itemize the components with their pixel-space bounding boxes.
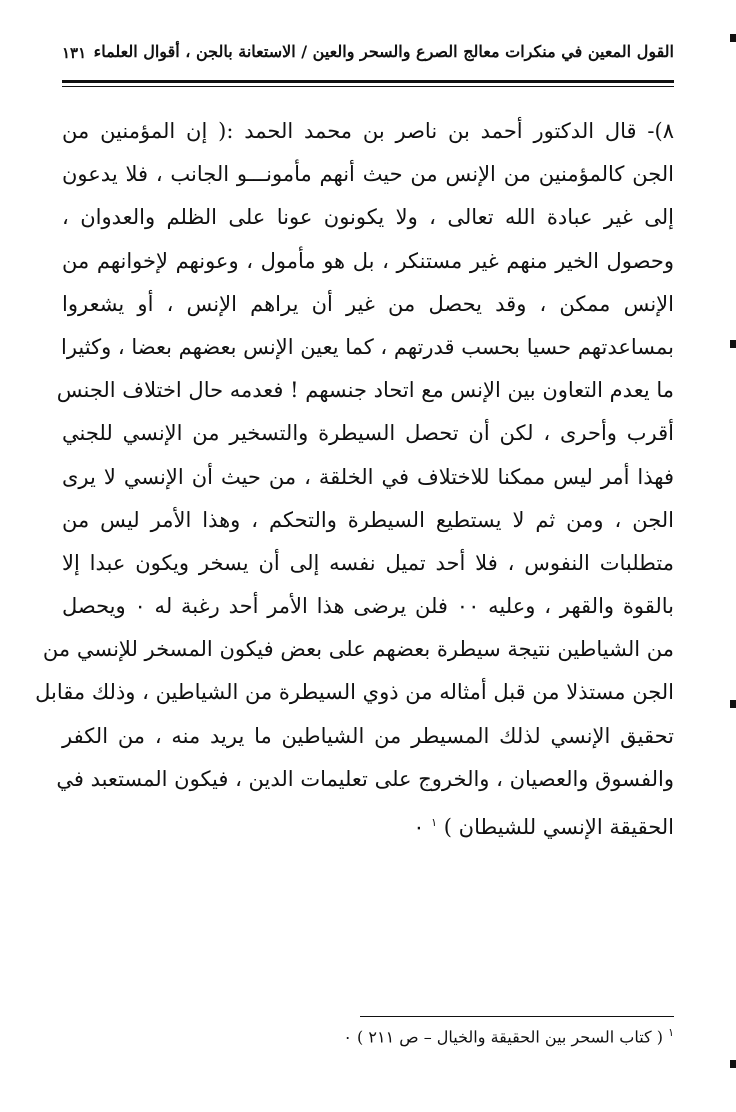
- footnote: [62, 1026, 674, 1046]
- header-rule-thin: [62, 86, 674, 87]
- header-title: القول المعين في منكرات معالج الصرع والسحر والعين / الاستعانة بالجن ، أقوال العلماء: [93, 42, 674, 61]
- scan-edge-mark: [730, 340, 736, 348]
- text-line-last: [62, 801, 674, 844]
- header-rule-thick: [62, 80, 674, 83]
- body-text: [35, 110, 674, 844]
- page-number: ١٣١: [62, 44, 87, 62]
- text-line-content: الحقيقة الإنسي للشيطان ): [443, 815, 674, 839]
- text-line: ٨)- قال الدكتور أحمد بن ناصر بن محمد الحمد :( إن المؤمنين من: [62, 119, 674, 143]
- footnote-text: ( كتاب السحر بين الحقيقة والخيال – ص ٢١١ ) ٠: [343, 1027, 663, 1047]
- text-line: وحصول الخير منهم غير مستنكر ، بل هو مأمول ، وعونهم لإخوانهم من: [62, 248, 674, 273]
- text-line: أقرب وأحرى ، لكن أن تحصل السيطرة والتسخير من الإنسي للجني: [62, 421, 674, 446]
- footnote-rule: [360, 1016, 674, 1017]
- text-line: متطلبات النفوس ، فلا أحد تميل نفسه إلى أن يسخر ويكون عبدا إلا: [62, 550, 674, 575]
- text-line: إلى غير عبادة الله تعالى ، ولا يكونون عونا على الظلم والعدوان ،: [62, 205, 674, 230]
- scan-edge-mark: [730, 1060, 736, 1068]
- text-line: ما يعدم التعاون بين الإنس مع اتحاد جنسهم ! فعدمه حال اختلاف الجنس: [56, 378, 674, 403]
- text-line: الإنس ممكن ، وقد يحصل من غير أن يراهم الإنس ، أو يشعروا: [62, 291, 674, 316]
- text-line: الجن مستذلا من قبل أمثاله من ذوي السيطرة من الشياطين ، وذلك مقابل: [35, 680, 674, 705]
- text-line: الجن ، ومن ثم لا يستطيع السيطرة والتحكم ، وهذا الأمر ليس من: [62, 507, 674, 532]
- text-line: تحقيق الإنسي لذلك المسيطر من الشياطين ما يريد منه ، من الكفر: [62, 723, 674, 748]
- text-line: من الشياطين نتيجة سيطرة بعضهم على بعض فيكون المسخر للإنسي من: [42, 637, 674, 662]
- text-line: فهذا أمر ليس ممكنا للاختلاف في الخلقة ، من حيث أن الإنسي لا يرى: [62, 464, 674, 489]
- footnote-reference: ١: [431, 816, 438, 829]
- end-mark: ٠: [413, 815, 425, 839]
- text-line: بالقوة والقهر ، وعليه ٠٠ فلن يرضى هذا الأمر أحد رغبة له ٠ ويحصل: [62, 594, 674, 619]
- scan-edge-mark: [730, 34, 736, 42]
- text-line: الجن كالمؤمنين من الإنس من حيث أنهم مأمونـــو الجانب ، فلا يدعون: [62, 162, 674, 187]
- text-line: بمساعدتهم حسيا بحسب قدرتهم ، كما يعين الإنس بعضهم بعضا ، وكثيرا: [61, 334, 674, 359]
- scan-edge-mark: [730, 700, 736, 708]
- running-header: [62, 36, 674, 76]
- footnote-marker: ١: [668, 1026, 674, 1039]
- text-line: والفسوق والعصيان ، والخروج على تعليمات الدين ، فيكون المستعبد في: [56, 766, 674, 791]
